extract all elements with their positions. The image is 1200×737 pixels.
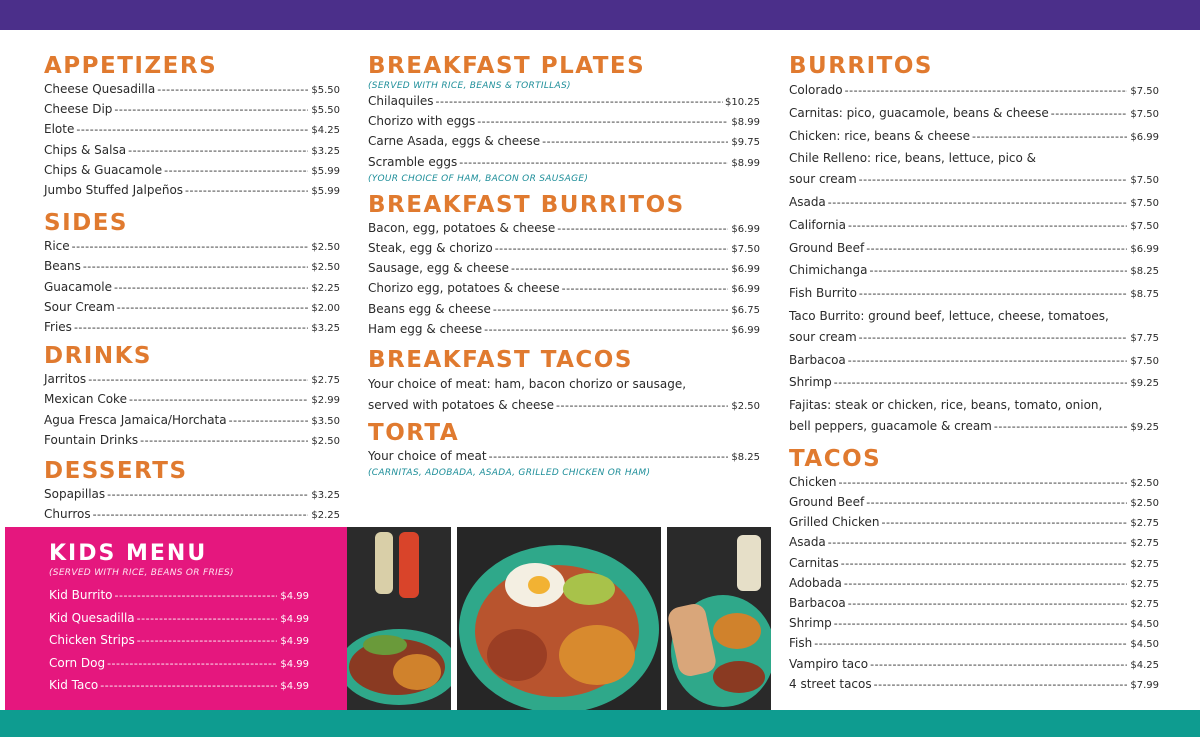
breakfast-plates-title: BREAKFAST PLATES xyxy=(368,53,646,79)
food-photo-3 xyxy=(667,527,771,710)
menu-item: Adobada ----- $2.75 xyxy=(789,574,1159,594)
menu-item: Elote ----- $4.25 xyxy=(44,120,340,140)
menu-item: Your choice of meat ----- $8.25 xyxy=(368,447,760,467)
top-banner xyxy=(0,0,1200,30)
breakfast-plates-note: (SERVED WITH RICE, BEANS & TORTILLAS) xyxy=(368,81,571,91)
kids-menu-title: KIDS MENU xyxy=(49,541,208,566)
torta-note: (CARNITAS, ADOBADA, ASADA, GRILLED CHICKEN OR HAM) xyxy=(368,468,651,479)
breakfast-tacos-title: BREAKFAST TACOS xyxy=(368,347,633,374)
menu-item-description: Fajitas: steak or chicken, rice, beans, tomato, onion, xyxy=(789,398,1103,413)
menu-item: Corn Dog ----- $4.99 xyxy=(49,653,309,676)
menu-item: Chimichanga ----- $8.25 xyxy=(789,260,1159,283)
menu-item: Fries ----- $3.25 xyxy=(44,318,340,338)
menu-item: Shrimp ----- $9.25 xyxy=(789,372,1159,395)
bottom-banner xyxy=(0,710,1200,737)
menu-item: Cheese Dip ----- $5.50 xyxy=(44,100,340,120)
menu-item: Scramble eggs ----- $8.99 xyxy=(368,153,760,173)
appetizers-list xyxy=(44,80,340,201)
menu-item: Fish Burrito ----- $8.75 xyxy=(789,283,1159,306)
menu-item: Fountain Drinks ----- $2.50 xyxy=(44,431,340,451)
drinks-list xyxy=(44,370,340,451)
desserts-title: DESSERTS xyxy=(44,458,188,485)
food-photo-1 xyxy=(347,527,451,710)
menu-item: Ham egg & cheese ----- $6.99 xyxy=(368,320,760,340)
burritos-title: BURRITOS xyxy=(789,53,933,79)
menu-item: Sausage, egg & cheese ----- $6.99 xyxy=(368,259,760,279)
breakfast-tacos-description: Your choice of meat: ham, bacon chorizo or sausage, xyxy=(368,377,687,392)
breakfast-burritos-title: BREAKFAST BURRITOS xyxy=(368,191,685,218)
menu-item: Beans egg & cheese ----- $6.75 xyxy=(368,300,760,320)
menu-item: Cheese Quesadilla ----- $5.50 xyxy=(44,80,340,100)
menu-item: sour cream ----- $7.75 xyxy=(789,327,1159,350)
menu-item: Barbacoa ----- $7.50 xyxy=(789,350,1159,373)
breakfast-plates-note-2: (YOUR CHOICE OF HAM, BACON OR SAUSAGE) xyxy=(368,173,589,184)
menu-item: Sour Cream ----- $2.00 xyxy=(44,298,340,318)
appetizers-title: APPETIZERS xyxy=(44,53,218,79)
menu-item: Chorizo egg, potatoes & cheese ----- $6.99 xyxy=(368,279,760,299)
menu-item: Rice ----- $2.50 xyxy=(44,237,340,257)
menu-item: sour cream ----- $7.50 xyxy=(789,169,1159,192)
menu-item: Sopapillas ----- $3.25 xyxy=(44,485,340,505)
drinks-title: DRINKS xyxy=(44,343,152,370)
menu-item: Ground Beef ----- $2.50 xyxy=(789,493,1159,513)
menu-item: Chips & Guacamole ----- $5.99 xyxy=(44,161,340,181)
menu-item: Grilled Chicken ----- $2.75 xyxy=(789,513,1159,533)
menu-item-description: Chile Relleno: rice, beans, lettuce, pico & xyxy=(789,151,1037,166)
menu-item: Kid Quesadilla ----- $4.99 xyxy=(49,608,309,631)
desserts-list xyxy=(44,485,340,525)
menu-item: bell peppers, guacamole & cream ----- $9.25 xyxy=(789,416,1159,439)
menu-item: Carnitas: pico, guacamole, beans & cheese ----- $7.50 xyxy=(789,103,1159,126)
menu-item: Asada ----- $2.75 xyxy=(789,533,1159,553)
menu-item: Agua Fresca Jamaica/Horchata ----- $3.50 xyxy=(44,411,340,431)
menu-item: Chorizo with eggs ----- $8.99 xyxy=(368,112,760,132)
breakfast-plates-list xyxy=(368,92,760,173)
menu-item: Steak, egg & chorizo ----- $7.50 xyxy=(368,239,760,259)
torta-title: TORTA xyxy=(368,420,460,447)
middle-column xyxy=(368,52,760,479)
tacos-title: TACOS xyxy=(789,445,882,472)
menu-item: Beans ----- $2.50 xyxy=(44,257,340,277)
menu-item: Jumbo Stuffed Jalpeños ----- $5.99 xyxy=(44,181,340,201)
menu-item: Chips & Salsa ----- $3.25 xyxy=(44,141,340,161)
menu-item: Shrimp ----- $4.50 xyxy=(789,614,1159,634)
kids-menu-note: (SERVED WITH RICE, BEANS OR FRIES) xyxy=(49,568,234,578)
menu-item: Mexican Coke ----- $2.99 xyxy=(44,390,340,410)
menu-item: Jarritos ----- $2.75 xyxy=(44,370,340,390)
menu-item: Chilaquiles ----- $10.25 xyxy=(368,92,760,112)
menu-item: Chicken ----- $2.50 xyxy=(789,473,1159,493)
menu-item: California ----- $7.50 xyxy=(789,215,1159,238)
burritos-list xyxy=(789,80,1159,439)
menu-item: Carnitas ----- $2.75 xyxy=(789,554,1159,574)
sides-title: SIDES xyxy=(44,210,128,237)
menu-item: Guacamole ----- $2.25 xyxy=(44,278,340,298)
menu-item: Asada ----- $7.50 xyxy=(789,192,1159,215)
tacos-list xyxy=(789,473,1159,695)
breakfast-burritos-list xyxy=(368,219,760,340)
menu-item: served with potatoes & cheese ----- $2.50 xyxy=(368,395,760,417)
left-column xyxy=(44,52,340,525)
menu-item: Colorado ----- $7.50 xyxy=(789,80,1159,103)
right-column xyxy=(789,52,1159,695)
menu-item: Chicken Strips ----- $4.99 xyxy=(49,630,309,653)
menu-item-description: Taco Burrito: ground beef, lettuce, cheese, tomatoes, xyxy=(789,308,1109,323)
sides-list xyxy=(44,237,340,338)
kids-menu-panel xyxy=(5,527,347,710)
menu-item: Chicken: rice, beans & cheese ----- $6.99 xyxy=(789,126,1159,149)
menu-item: Bacon, egg, potatoes & cheese ----- $6.99 xyxy=(368,219,760,239)
food-photo-2 xyxy=(457,527,661,710)
menu-item: Kid Burrito ----- $4.99 xyxy=(49,585,309,608)
menu-item: Fish ----- $4.50 xyxy=(789,634,1159,654)
menu-item: Ground Beef ----- $6.99 xyxy=(789,238,1159,261)
menu-item: Kid Taco ----- $4.99 xyxy=(49,675,309,698)
menu-item: Barbacoa ----- $2.75 xyxy=(789,594,1159,614)
menu-item: Vampiro taco ----- $4.25 xyxy=(789,655,1159,675)
kids-menu-list xyxy=(49,585,309,698)
menu-item: 4 street tacos ----- $7.99 xyxy=(789,675,1159,695)
menu-item: Carne Asada, eggs & cheese ----- $9.75 xyxy=(368,132,760,152)
menu-item: Churros ----- $2.25 xyxy=(44,505,340,525)
